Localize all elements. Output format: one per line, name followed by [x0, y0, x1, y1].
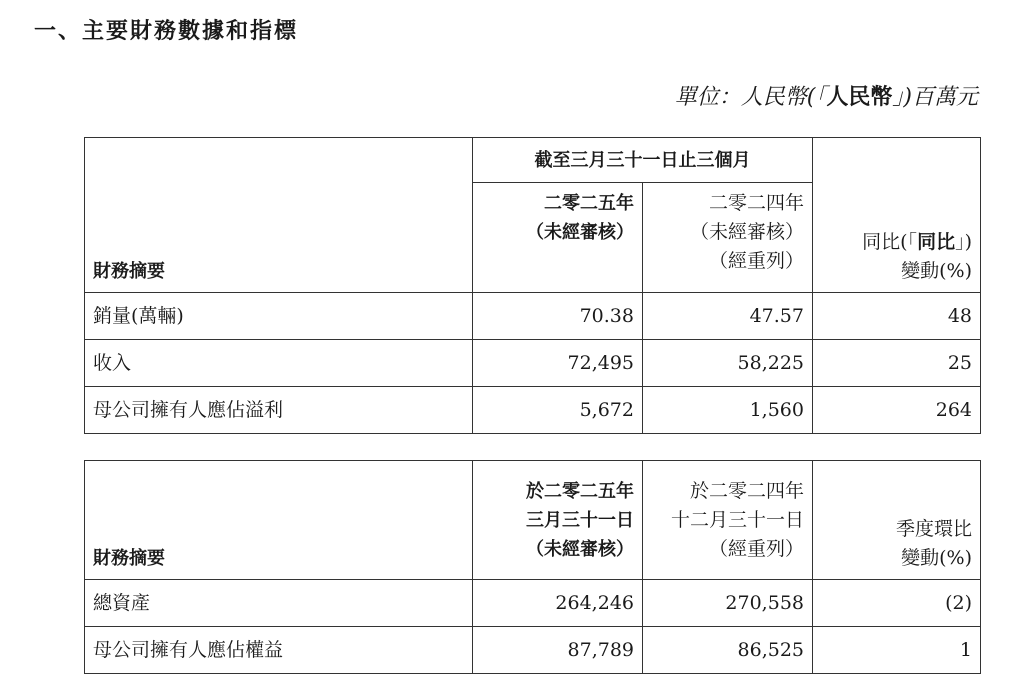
table-row: [85, 580, 981, 627]
row-label: 收入: [85, 340, 473, 387]
value-2025: 70.38: [473, 293, 643, 340]
col-b-line2: 十二月三十一日: [670, 508, 804, 531]
unit-note: [675, 80, 978, 111]
table1-label-header: 財務摘要: [85, 138, 473, 293]
row-label: 總資產: [85, 580, 473, 627]
value-change: (2): [813, 580, 981, 627]
col-a-line2: 三月三十一日: [526, 509, 634, 531]
value-2024: 1,560: [643, 387, 813, 434]
quarterly-results-table: [84, 137, 981, 434]
value-b: 270,558: [643, 580, 813, 627]
section-title: 一、主要財務數據和指標: [34, 19, 299, 44]
change-header-prefix: 同比(「: [862, 231, 918, 253]
col-2024-line3: （經重列）: [708, 250, 804, 272]
table-row: [85, 627, 981, 674]
value-2024: 47.57: [643, 293, 813, 340]
value-change: 1: [813, 627, 981, 674]
col-b-line3: （經重列）: [708, 537, 804, 560]
value-a: 87,789: [473, 627, 643, 674]
col-b-line1: 於二零二四年: [689, 479, 804, 502]
value-change: 25: [813, 340, 981, 387]
col-2025-line2: （未經審核）: [526, 222, 634, 243]
table1-change-header: [813, 138, 981, 293]
value-2024: 58,225: [643, 340, 813, 387]
qoq-header-line1: 季度環比: [895, 518, 972, 540]
value-2025: 72,495: [473, 340, 643, 387]
value-2025: 5,672: [473, 387, 643, 434]
table1-col-2025: [473, 183, 643, 293]
value-b: 86,525: [643, 627, 813, 674]
table1-group-header: 截至三月三十一日止三個月: [473, 138, 813, 183]
col-2024-line2: （未經審核）: [689, 221, 804, 243]
row-label: 母公司擁有人應佔權益: [85, 627, 473, 674]
table1-header-row-1: [85, 138, 981, 183]
table1-col-2024: [643, 183, 813, 293]
table2-label-header: 財務摘要: [85, 461, 473, 580]
unit-note-bold: 人民幣: [826, 85, 893, 110]
unit-note-suffix: 」)百萬元: [892, 85, 978, 110]
value-change: 264: [813, 387, 981, 434]
unit-note-prefix: 單位：人民幣(「: [674, 85, 827, 110]
table2-header-row: [85, 461, 981, 580]
change-header-line2: 變動(%): [901, 260, 972, 282]
change-header-suffix: 」): [955, 231, 972, 253]
table2-col-a: [473, 461, 643, 580]
qoq-header-line2: 變動(%): [901, 547, 972, 569]
table-row: [85, 293, 981, 340]
row-label: 銷量(萬輛): [85, 293, 473, 340]
table-row: [85, 387, 981, 434]
col-a-line3: （未經審核）: [526, 538, 634, 560]
value-change: 48: [813, 293, 981, 340]
col-2024-line1: 二零二四年: [708, 192, 804, 214]
value-a: 264,246: [473, 580, 643, 627]
table-row: [85, 340, 981, 387]
table2-change-header: [813, 461, 981, 580]
change-header-bold: 同比: [917, 231, 956, 253]
table2-col-b: [643, 461, 813, 580]
col-a-line1: 於二零二五年: [526, 480, 634, 502]
balance-sheet-table: [84, 460, 981, 674]
row-label: 母公司擁有人應佔溢利: [85, 387, 473, 434]
col-2025-line1: 二零二五年: [544, 193, 634, 214]
